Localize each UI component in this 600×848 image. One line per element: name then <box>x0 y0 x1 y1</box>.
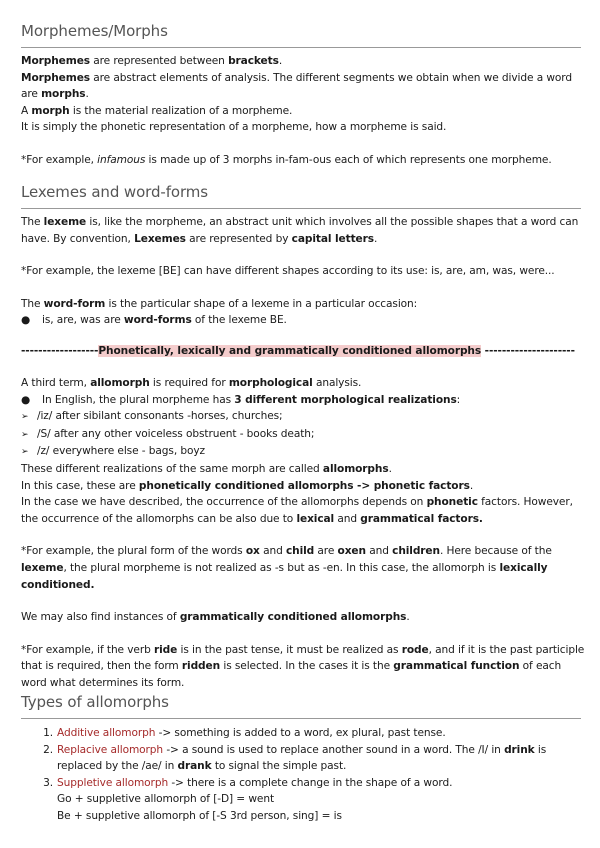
paragraph: The lexeme is, like the morpheme, an abstract unit which involves all the possible shapes that a word can have. By convention, Lexemes are represented by capital letters. <box>21 216 579 245</box>
heading-lexemes-word-forms: Lexemes and word-forms <box>21 183 581 209</box>
paragraph: It is simply the phonetic representation of a morpheme, how a morpheme is said. <box>21 121 447 134</box>
example-paragraph: *For example, the lexeme [BE] can have different shapes according to its use: is, are, am, was, were... <box>21 265 555 278</box>
arrow-icon: ➢ <box>21 412 29 423</box>
list-item: 2. Replacive allomorph -> a sound is used to replace another sound in a word. The /I/ in drink is replaced by the /ae/ in drank to signal the simple past. <box>43 743 547 773</box>
paragraph: A third term, allomorph is required for morphological analysis. <box>21 377 362 389</box>
sub-list-item: ➢ /iz/ after sibilant consonants -horses, churches; <box>21 408 586 426</box>
paragraph: These different realizations of the same morph are called allomorphs. <box>21 462 392 475</box>
list-item: 1. Additive allomorph -> something is added to a word, ex plural, past tense. <box>43 727 446 739</box>
bullet-icon: ● <box>21 314 31 327</box>
section-morphemes-body <box>21 53 586 169</box>
example-paragraph: *For example, if the verb ride is in the past tense, it must be realized as rode, and if it is the past participle that is required, then the form ridden is selected. In the cases it is the grammatical function of each word what determines its form. <box>21 643 585 689</box>
paragraph: A morph is the material realization of a morpheme. <box>21 104 293 117</box>
paragraph: Morphemes are represented between brackets. <box>21 55 283 67</box>
bullet-icon: ● <box>21 393 31 406</box>
highlighted-heading: Phonetically, lexically and grammatically conditioned allomorphs <box>98 345 482 357</box>
sub-list-item: ➢ /S/ after any other voiceless obstruent - books death; <box>21 426 586 444</box>
allomorph-types-list <box>37 725 586 825</box>
paragraph: We may also find instances of grammatically conditioned allomorphs. <box>21 611 410 624</box>
list-item: 3. Suppletive allomorph -> there is a complete change in the shape of a word. <box>43 776 453 789</box>
allomorph-divider-heading: ------------------Phonetically, lexically and grammatically conditioned allomorphs --------------------- <box>21 345 575 357</box>
section-allomorphs-body <box>21 375 586 692</box>
heading-morphemes-morphs: Morphemes/Morphs <box>21 22 581 48</box>
section-lexemes-body <box>21 214 586 329</box>
list-item-line: Be + suppletive allomorph of [-S 3rd person, sing] = is <box>57 809 342 822</box>
arrow-icon: ➢ <box>21 447 29 458</box>
paragraph: The word-form is the particular shape of a lexeme in a particular occasion: <box>21 297 418 310</box>
example-paragraph: *For example, infamous is made up of 3 morphs in-fam-ous each of which represents one morpheme. <box>21 153 552 166</box>
paragraph: In this case, these are phonetically conditioned allomorphs -> phonetic factors. <box>21 479 474 492</box>
arrow-icon: ➢ <box>21 429 29 440</box>
list-item: ● is, are, was are word-forms of the lexeme BE. <box>21 312 586 329</box>
paragraph: In the case we have described, the occurrence of the allomorphs depends on phonetic factors. However, the occurrence of the allomorphs can be also due to lexical and grammatical factors. <box>21 496 573 525</box>
example-paragraph: *For example, the plural form of the words ox and child are oxen and children. Here because of the lexeme, the plural morpheme is not realized as -s but as -en. In this case, the allomorph is lexically conditioned. <box>21 545 552 591</box>
paragraph: Morphemes are abstract elements of analysis. The different segments we obtain when we divide a word are morphs. <box>21 71 572 101</box>
list-item: ● In English, the plural morpheme has 3 different morphological realizations: <box>21 392 586 409</box>
heading-types-of-allomorphs: Types of allomorphs <box>21 693 581 719</box>
sub-list-item: ➢ /z/ everywhere else - bags, boyz <box>21 443 586 461</box>
list-item-line: Go + suppletive allomorph of [-D] = went <box>57 793 275 806</box>
